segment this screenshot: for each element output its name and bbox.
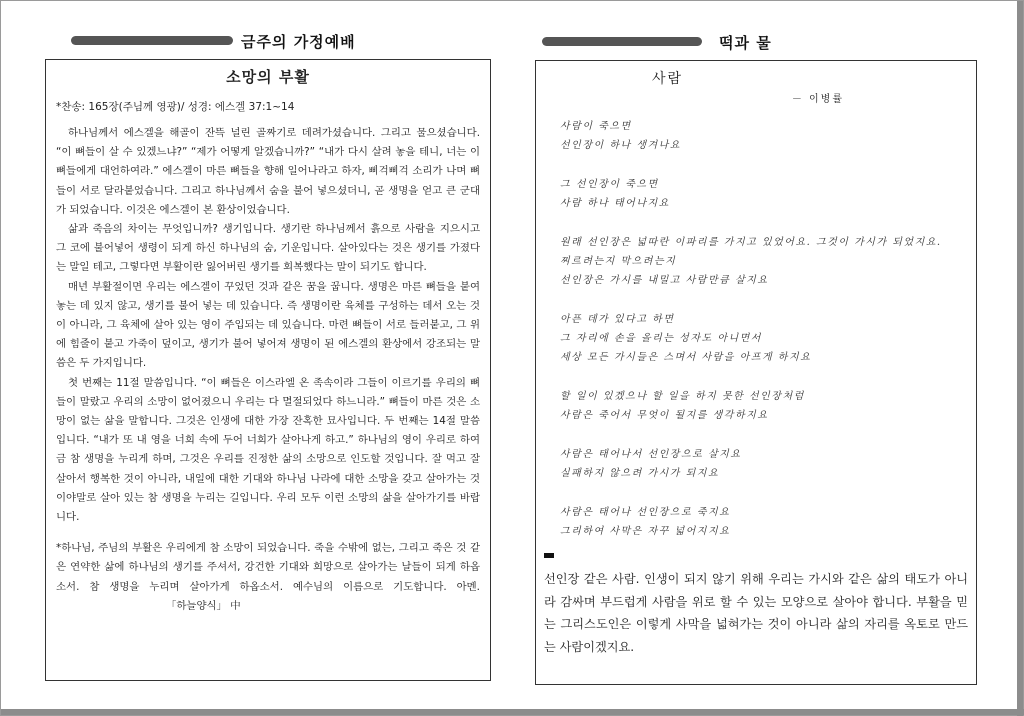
poem-stanza xyxy=(560,233,968,290)
poem-line: 사람은 태어나 선인장으로 죽지요 xyxy=(560,507,731,518)
sermon-prayer xyxy=(56,539,480,616)
sermon-paragraph: 하나님께서 에스겔을 해골이 잔뜩 널린 골짜기로 데려가셨습니다. 그리고 물으셨습니다. “이 뼈들이 살 수 있겠느냐?” “제가 어떻게 알겠습니까?” “내가 다시 살려 놓을 테니, 너는 이 뼈들에게 대언하여라.” 에스겔이 마른 뼈들을 향해 일어나라고 하자, 삐걱삐걱 소리가 나며 뼈들이 서로 달라붙었습니다. 그리고 하나님께서 숨을 불어 넣으셨더니, 곧 생명을 얻고 큰 군대가 되었습니다. 이것은 에스겔이 본 환상이었습니다. xyxy=(56,127,480,216)
reflection-text: 선인장 같은 사람. 인생이 되지 않기 위해 우리는 가시와 같은 삶의 태도가 아니라 감싸며 부드럽게 사람을 위로 할 수 있는 모양으로 살아야 합니다. 부활을 믿는 그리스도인은 이렇게 사막을 넓혀가는 것이 아니라 삶의 자리를 옥토로 만드는 사람이겠지요. xyxy=(544,572,968,654)
poem-stanza xyxy=(560,387,968,425)
poem-line: 선인장이 하나 생겨나요 xyxy=(560,140,681,151)
poem-body xyxy=(560,117,968,541)
right-header-title: 떡과 물 xyxy=(719,34,772,52)
prayer-text: *하나님, 주님의 부활은 우리에게 참 소망이 되었습니다. 죽을 수밖에 없는, 그리고 죽은 것 같은 연약한 삶에 하나님의 생기를 주셔서, 강건한 기대와 희망으로 살아가는 날들이 되게 하옵소서. 참 생명을 누리며 살아가게 하옵소서. 예수님의 이름으로 기도합니다. 아멘. xyxy=(56,542,480,593)
sermon-panel xyxy=(45,59,491,681)
poem-line: 아픈 데가 있다고 하면 xyxy=(560,314,675,325)
sermon-title: 소망의 부활 xyxy=(226,68,310,86)
poem-line: 찌르려는지 막으려는지 xyxy=(560,256,677,267)
poem-line: 세상 모든 가시들은 스며서 사람을 아프게 하지요 xyxy=(560,352,812,363)
poem-line: 그 선인장이 죽으면 xyxy=(560,179,659,190)
poem-line: 선인장은 가시를 내밀고 사람만큼 살지요 xyxy=(560,275,769,286)
right-header-bar xyxy=(542,37,702,46)
sermon-paragraph: 삶과 죽음의 차이는 무엇입니까? 생기입니다. 생기란 하나님께서 흙으로 사람을 지으시고 그 코에 불어넣어 생령이 되게 하신 하나님의 숨, 기운입니다. 살아있다는 것은 생기를 가졌다는 말일 테고, 그렇다면 부활이란 잃어버린 생기를 회복했다는 말이 되기도 합니다. xyxy=(56,223,480,274)
left-header-title: 금주의 가정예배 xyxy=(241,33,356,51)
sermon-paragraph: 첫 번째는 11절 말씀입니다. “이 뼈들은 이스라엘 온 족속이라 그들이 이르기를 우리의 뼈들이 말랐고 우리의 소망이 없어졌으니 우리는 다 멸절되었다 하느니라.” 뼈들이 마른 것은 소망이 없는 삶을 말합니다. 그것은 인생에 대한 가장 잔혹한 묘사입니다. 두 번째는 14절 말씀입니다. “내가 또 내 영을 너희 속에 두어 너희가 살아나게 하고.” 하나님의 영이 우리로 하여금 참 생명을 누리게 하며, 그것은 우리를 진정한 삶의 소망으로 인도할 것입니다. 잘 먹고 잘 살아서 행복한 것이 아니라, 내일에 대한 기대와 하나님 나라에 대한 소망을 갖고 살아가는 것이야말로 살아 있는 참 생명을 누리는 길입니다. 우리 모두 이런 소망의 삶을 살아가기를 바랍니다. xyxy=(56,376,480,524)
poem-line: 사람이 죽으면 xyxy=(560,121,632,132)
poem-line: 사람 하나 태어나지요 xyxy=(560,198,670,209)
poem-panel xyxy=(535,60,977,685)
prayer-source: 「하늘양식」 中 xyxy=(166,599,241,612)
poem-author: － 이병률 xyxy=(791,94,844,105)
poem-stanza xyxy=(560,175,968,213)
poem-line: 할 일이 있겠으나 할 일을 하지 못한 선인장처럼 xyxy=(560,391,805,402)
section-marker xyxy=(544,553,554,558)
page-shadow-right xyxy=(1017,1,1023,716)
sermon-body xyxy=(56,124,480,527)
poem-stanza xyxy=(560,445,968,483)
sermon-paragraph: 매년 부활절이면 우리는 에스겔이 꾸었던 것과 같은 꿈을 꿉니다. 생명은 마른 뼈들을 붙여 놓는 데 있지 않고, 생기를 불어 넣는 데 있습니다. 즉 생명이란 육체를 구성하는 데서 오는 것이 아니라, 그 육체에 살아 있는 영이 주입되는 데 있습니다. 마련 뼈들이 서로 들러붙고, 그 위에 힘줄이 붙고 가죽이 덮이고, 생기가 불어 넣어져 생명이 된 에스겔의 환상에서 강조되는 말씀은 두 가지입니다. xyxy=(56,280,480,370)
sermon-reference: *찬송: 165장(주님께 영광)/ 성경: 에스겔 37:1~14 xyxy=(56,101,295,113)
poem-stanza xyxy=(560,310,968,367)
poem-stanza xyxy=(560,117,968,155)
poem-line: 원래 선인장은 넓따란 이파리를 가지고 있었어요. 그것이 가시가 되었지요. xyxy=(560,237,942,248)
poem-stanza xyxy=(560,503,968,541)
poem-line: 그 자리에 손을 올리는 성자도 아니면서 xyxy=(560,333,762,344)
poem-title: 사람 xyxy=(652,71,684,87)
page-shadow-bottom xyxy=(1,709,1024,715)
left-header-bar xyxy=(71,36,233,45)
poem-line: 실패하지 않으려 가시가 되지요 xyxy=(560,468,720,479)
poem-line: 사람은 죽어서 무엇이 될지를 생각하지요 xyxy=(560,410,769,421)
poem-line: 사람은 태어나서 선인장으로 살지요 xyxy=(560,449,742,460)
poem-line: 그리하여 사막은 자꾸 넓어지지요 xyxy=(560,526,731,537)
